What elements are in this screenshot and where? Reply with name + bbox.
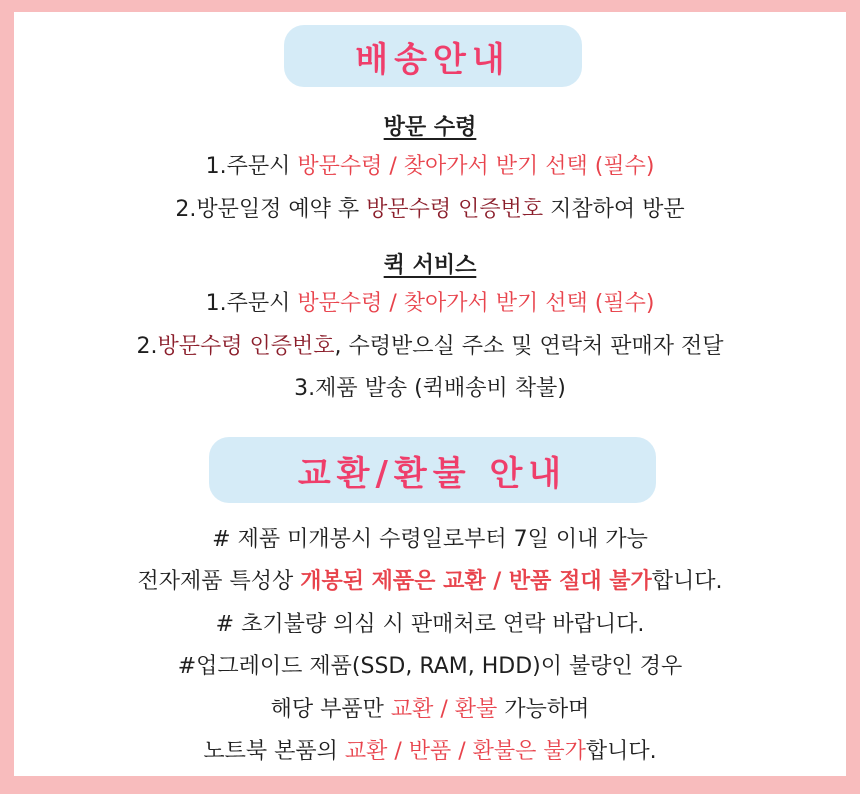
visit-step-2 xyxy=(14,195,846,225)
visit-pickup-heading: 방문 수령 xyxy=(383,115,477,140)
visit-step-1-highlight: 방문수령 / 찾아가서 받기 선택 (필수) xyxy=(297,154,655,179)
visit-step-2-suffix: 지참하여 방문 xyxy=(543,197,685,222)
visit-step-2-text: 2.방문일정 예약 후 xyxy=(175,197,367,222)
quick-step-3: 3.제품 발송 (퀵배송비 착불) xyxy=(294,376,566,401)
refund-line-1: # 제품 미개봉시 수령일로부터 7일 이내 가능 xyxy=(212,527,648,552)
refund-line-6-text: 노트북 본품의 xyxy=(203,739,345,764)
refund-line-4: #업그레이드 제품(SSD, RAM, HDD)이 불량인 경우 xyxy=(177,654,683,679)
refund-line-5 xyxy=(14,695,846,725)
refund-title: 교환/환불 안내 xyxy=(297,453,568,494)
refund-line-6-suffix: 합니다. xyxy=(585,739,657,764)
quick-step-2-text: 2. xyxy=(136,334,158,359)
refund-line-3: # 초기불량 의심 시 판매처로 연락 바랍니다. xyxy=(215,612,645,637)
visit-step-1-text: 1.주문시 xyxy=(205,154,298,179)
refund-line-6-highlight: 교환 / 반품 / 환불은 불가 xyxy=(344,739,586,764)
quick-step-1-highlight: 방문수령 / 찾아가서 받기 선택 (필수) xyxy=(297,291,655,316)
quick-step-2-highlight: 방문수령 인증번호 xyxy=(157,334,335,359)
refund-line-2-highlight: 개봉된 제품은 교환 / 반품 절대 불가 xyxy=(300,569,652,594)
info-panel xyxy=(14,12,846,776)
quick-step-1-text: 1.주문시 xyxy=(205,291,298,316)
refund-line-2 xyxy=(14,567,846,597)
refund-line-2-suffix: 합니다. xyxy=(651,569,723,594)
refund-line-5-highlight: 교환 / 환불 xyxy=(390,697,498,722)
refund-line-5-suffix: 가능하며 xyxy=(497,697,590,722)
quick-step-2 xyxy=(14,332,846,362)
quick-step-2-suffix: , 수령받으실 주소 및 연락처 판매자 전달 xyxy=(334,334,724,359)
quick-service-heading: 퀵 서비스 xyxy=(383,253,477,278)
visit-step-2-highlight: 방문수령 인증번호 xyxy=(366,197,544,222)
refund-line-6 xyxy=(14,737,846,767)
quick-step-1 xyxy=(14,289,846,319)
shipping-title: 배송안내 xyxy=(355,39,511,80)
visit-step-1 xyxy=(14,152,846,182)
refund-line-5-text: 해당 부품만 xyxy=(270,697,391,722)
refund-line-2-text: 전자제품 특성상 xyxy=(137,569,301,594)
refund-title-banner xyxy=(209,437,656,503)
shipping-title-banner xyxy=(284,25,582,87)
